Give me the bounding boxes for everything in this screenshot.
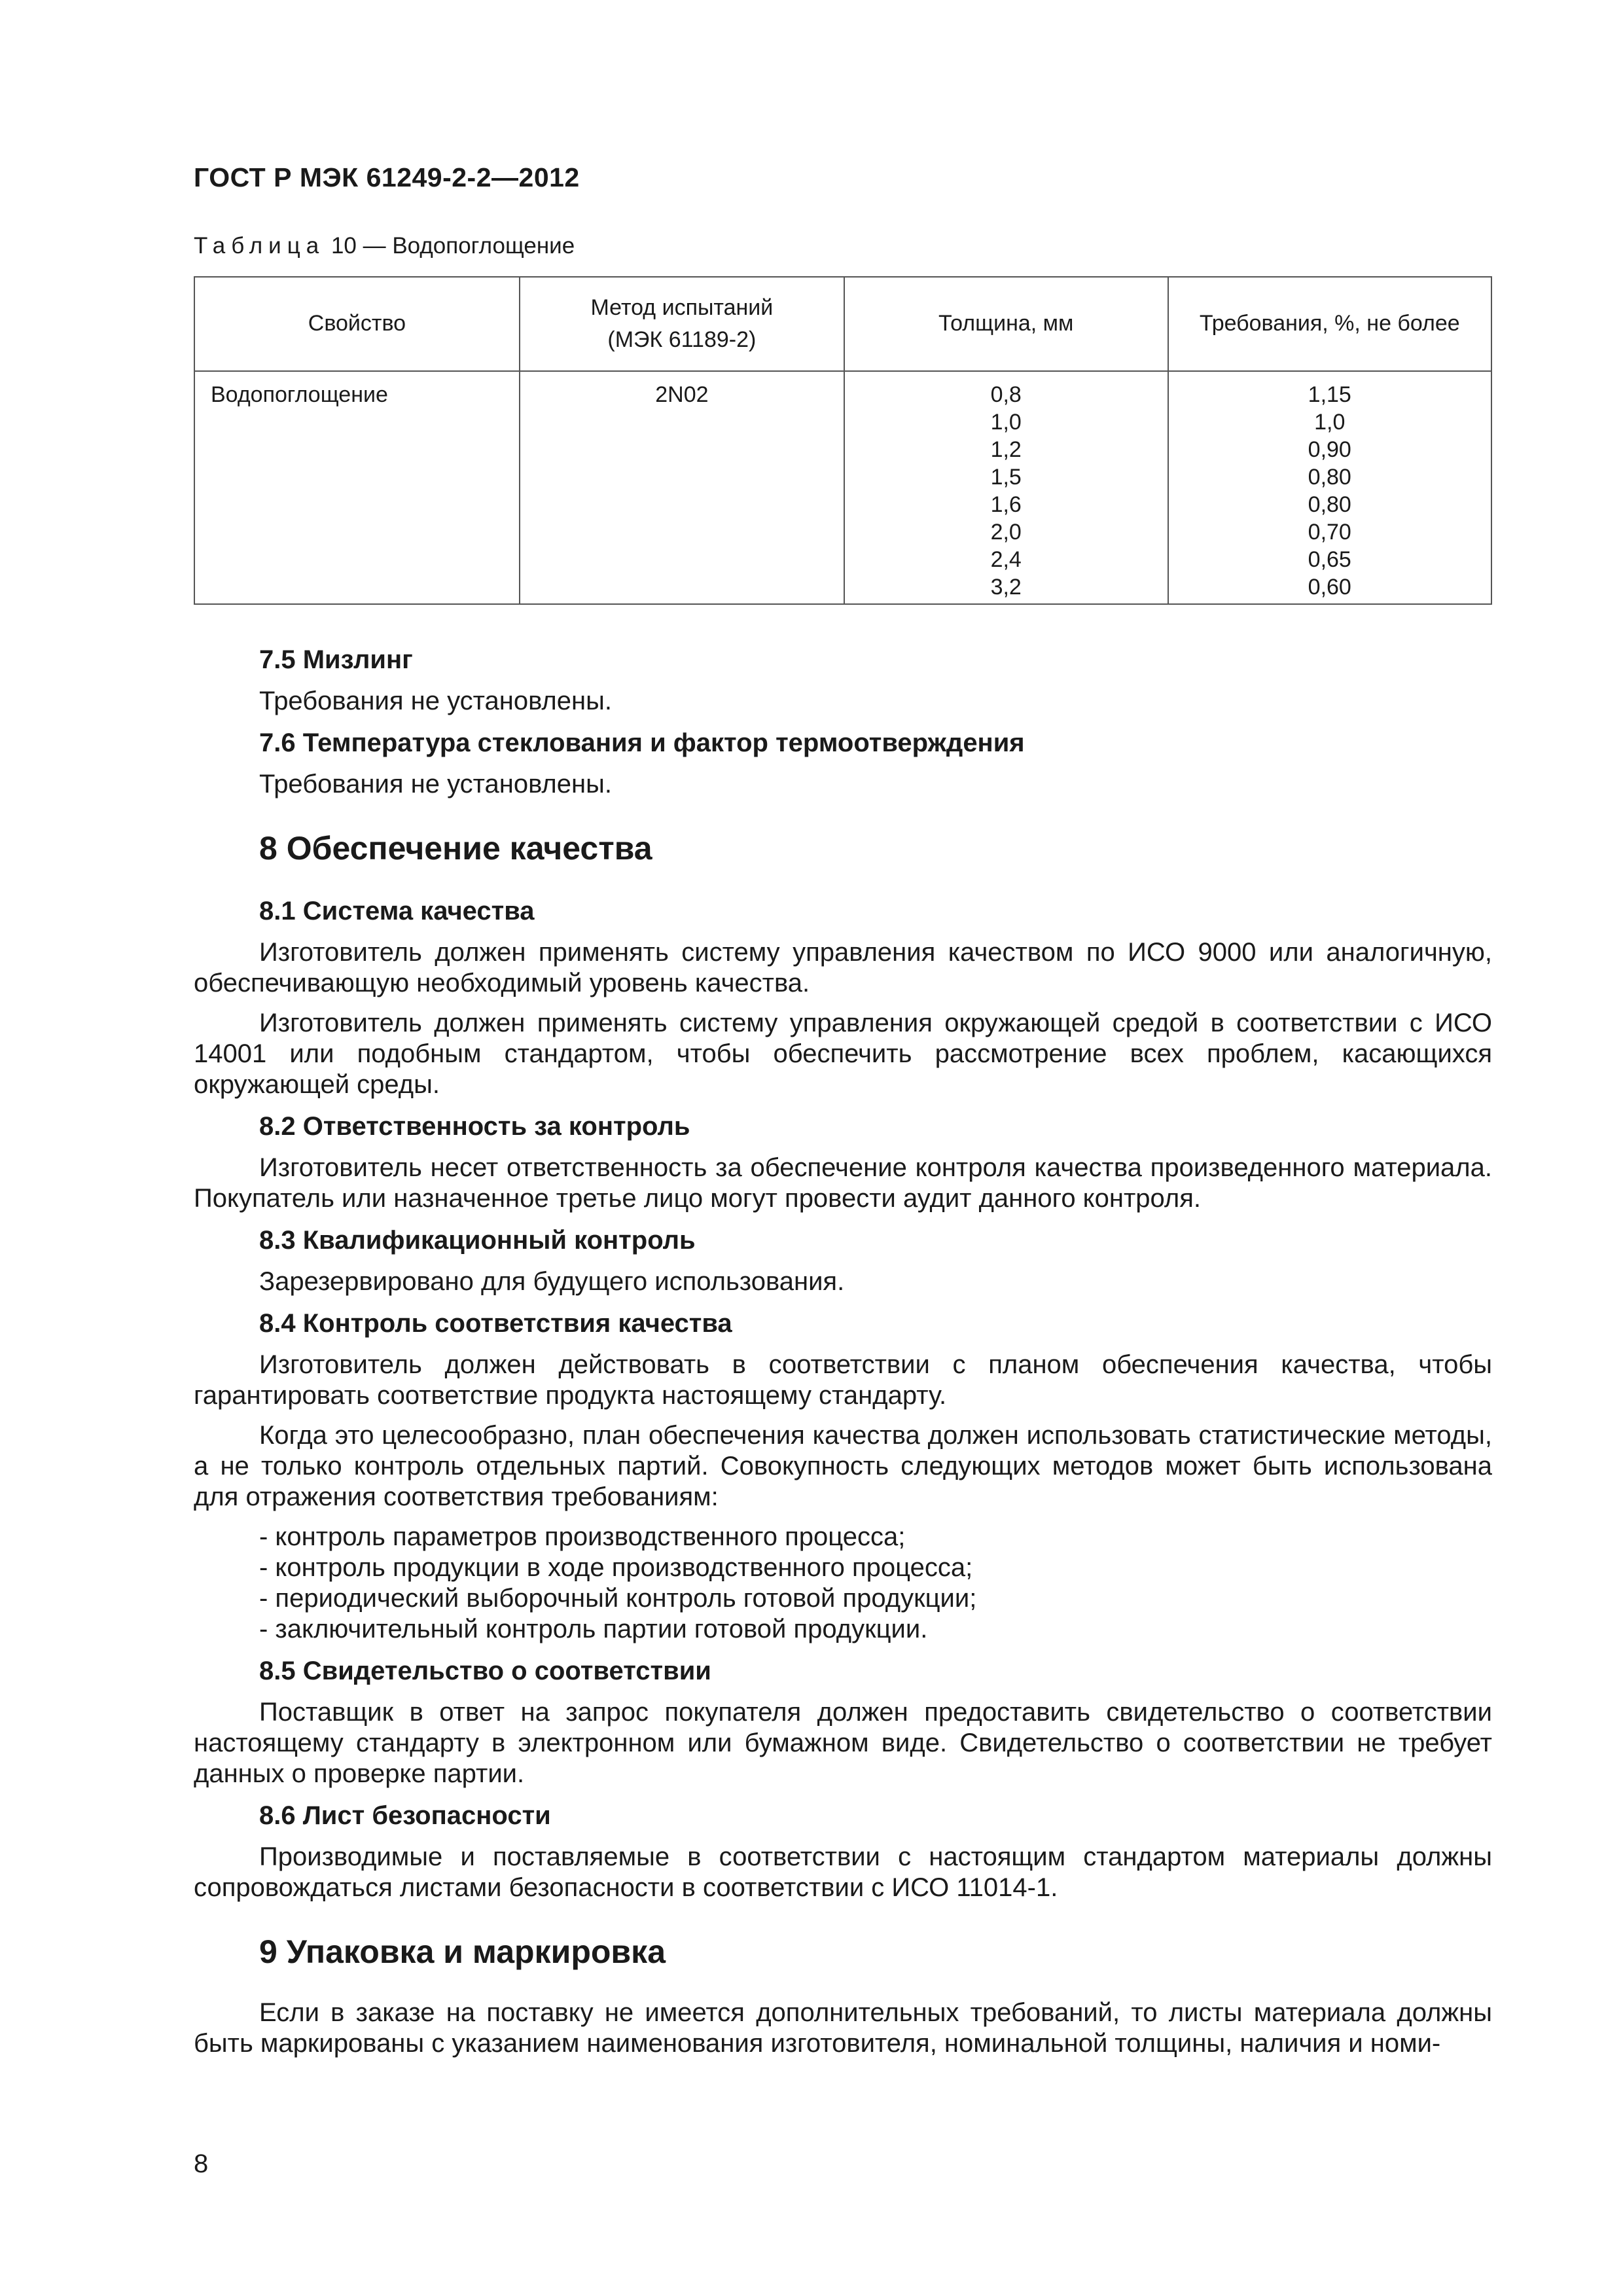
requirement-value: 1,0 <box>1314 410 1346 435</box>
table-caption-title: 10 — Водопоглощение <box>325 233 575 259</box>
thickness-value: 1,6 <box>990 492 1022 517</box>
cell-requirement-values <box>1168 371 1491 604</box>
thickness-value: 2,4 <box>990 547 1022 572</box>
section-8-2-paragraph: Изготовитель несет ответственность за обеспечение контроля качества произведенного материала. Покупатель или назначенное третье лицо могут провести аудит данного контроля. <box>194 1153 1492 1213</box>
document-body <box>194 643 1492 2068</box>
table-header-row <box>194 277 1491 371</box>
table-caption <box>194 233 575 259</box>
table-caption-label: Таблица <box>194 233 325 259</box>
control-methods-list <box>194 1522 1492 1645</box>
thickness-value: 1,0 <box>990 410 1022 435</box>
requirement-value: 0,70 <box>1308 520 1351 545</box>
section-8-5-heading: 8.5 Свидетельство о соответствии <box>259 1657 711 1685</box>
section-8-1-paragraph: Изготовитель должен применять систему управления качеством по ИСО 9000 или аналогичную, обеспечивающую необходимый уровень качества. <box>194 938 1492 997</box>
cell-thickness-values <box>844 371 1168 604</box>
water-absorption-table <box>194 276 1492 605</box>
header-method-line1: Метод испытаний <box>590 295 774 320</box>
section-8-2-heading: 8.2 Ответственность за контроль <box>259 1112 690 1141</box>
section-7-6-heading: 7.6 Температура стеклования и фактор термоотверждения <box>259 728 1025 757</box>
section-8-3-heading: 8.3 Квалификационный контроль <box>259 1226 696 1255</box>
section-7-5-text: Требования не установлены. <box>259 687 612 715</box>
section-7-5-heading: 7.5 Мизлинг <box>259 645 413 674</box>
section-8-3-paragraph: Зарезервировано для будущего использования. <box>259 1267 845 1296</box>
section-9-paragraph: Если в заказе на поставку не имеется дополнительных требований, то листы материала должны быть маркированы с указанием наименования изготовителя, номинальной толщины, наличия и номи- <box>194 1998 1492 2058</box>
section-9-heading: 9 Упаковка и маркировка <box>259 1933 666 1970</box>
requirement-value: 0,80 <box>1308 465 1351 490</box>
cell-property: Водопоглощение <box>194 371 520 604</box>
section-8-4-paragraph: Когда это целесообразно, план обеспечения качества должен использовать статистические методы, а не только контроль отдельных партий. Совокупность следующих методов может быть использована для отражения соответствия требованиям: <box>194 1421 1492 1511</box>
section-8-1-paragraph: Изготовитель должен применять систему управления окружающей средой в соответствии с ИСО 14001 или подобным стандартом, чтобы обеспечить рассмотрение всех проблем, касающихся окружающей среды. <box>194 1009 1492 1099</box>
header-requirements: Требования, %, не более <box>1168 277 1491 371</box>
requirement-value: 0,65 <box>1308 547 1351 572</box>
document-code: ГОСТ Р МЭК 61249-2-2—2012 <box>194 162 580 192</box>
section-8-4-heading: 8.4 Контроль соответствия качества <box>259 1309 732 1338</box>
list-item: - заключительный контроль партии готовой продукции. <box>259 1615 928 1643</box>
requirement-value: 0,60 <box>1308 575 1351 600</box>
thickness-value: 2,0 <box>990 520 1022 545</box>
header-method-line2: (МЭК 61189-2) <box>607 327 757 352</box>
header-method <box>520 277 844 371</box>
requirement-value: 1,15 <box>1308 382 1351 407</box>
table-row <box>194 371 1491 604</box>
section-8-5-paragraph: Поставщик в ответ на запрос покупателя должен предоставить свидетельство о соответствии настоящему стандарту в электронном или бумажном виде. Свидетельство о соответствии не требует данных о проверке партии. <box>194 1698 1492 1788</box>
header-property: Свойство <box>194 277 520 371</box>
page-number: 8 <box>194 2149 209 2178</box>
cell-method: 2N02 <box>520 371 844 604</box>
requirement-value: 0,80 <box>1308 492 1351 517</box>
list-item: - контроль параметров производственного процесса; <box>259 1522 906 1551</box>
header-thickness: Толщина, мм <box>844 277 1168 371</box>
section-8-heading: 8 Обеспечение качества <box>259 830 652 867</box>
list-item: - периодический выборочный контроль готовой продукции; <box>259 1584 977 1613</box>
section-7-6-text: Требования не установлены. <box>259 770 612 798</box>
section-8-1-heading: 8.1 Система качества <box>259 897 535 925</box>
thickness-value: 0,8 <box>990 382 1022 407</box>
requirement-value: 0,90 <box>1308 437 1351 462</box>
thickness-value: 1,2 <box>990 437 1022 462</box>
section-8-6-paragraph: Производимые и поставляемые в соответствии с настоящим стандартом материалы должны сопровождаться листами безопасности в соответствии с ИСО 11014-1. <box>194 1842 1492 1902</box>
section-8-6-heading: 8.6 Лист безопасности <box>259 1801 551 1830</box>
thickness-value: 3,2 <box>990 575 1022 600</box>
list-item: - контроль продукции в ходе производственного процесса; <box>259 1553 973 1582</box>
section-8-4-paragraph: Изготовитель должен действовать в соответствии с планом обеспечения качества, чтобы гарантировать соответствие продукта настоящему стандарту. <box>194 1350 1492 1410</box>
thickness-value: 1,5 <box>990 465 1022 490</box>
